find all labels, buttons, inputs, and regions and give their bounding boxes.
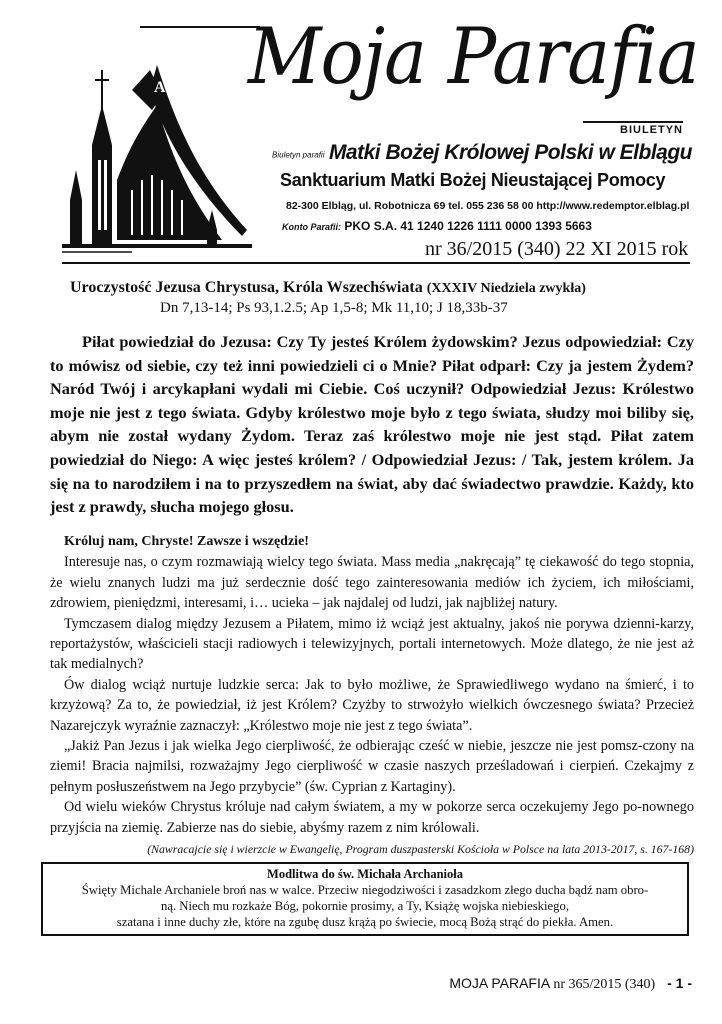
prayer-title: Modlitwa do św. Michała Archanioła — [267, 867, 463, 881]
account-label: Konto Parafii: — [282, 222, 342, 232]
prayer-line: szatana i inne duchy złe, które na zgubę dusz krążą po świecie, mocą Bożą strąć do piekła. Amen. — [116, 915, 614, 929]
feast-name: Uroczystość Jezusa Chrystusa, Króla Wszechświata — [70, 279, 423, 296]
prayer-text — [43, 882, 687, 930]
prayer-box — [41, 862, 689, 936]
masthead-subtitle: BIULETYN — [583, 121, 683, 136]
feast-subtitle: (XXXIV Niedziela zwykła) — [426, 281, 586, 296]
article-source: (Nawracajcie się i wierzcie w Ewangelię, Program duszpasterski Kościoła w Polsce na lata 2013-2017, s. 167-168) — [147, 842, 694, 857]
prayer-line: ną. Niech mu rozkaże Bóg, pokornie prosimy, a Ty, Książę wojska niebieskiego, — [160, 899, 570, 913]
page-number: - 1 - — [667, 975, 692, 991]
parish-prefix: Biuletyn parafii — [272, 150, 325, 160]
church-logo — [62, 50, 252, 260]
article-paragraph: Tymczasem dialog między Jezusem a Piłatem, mimo iż wciąż jest aktualny, jakoś nie porywa dzienni-karzy, reportażystów, właścicieli stacji radiowych i telewizyjnych, portali internetowych. Może dlatego, że nie jest aż tak medialnych? — [50, 615, 694, 673]
issue-number: nr 36/2015 (340) 22 XI 2015 rok — [425, 238, 689, 260]
masthead-top-rule — [140, 26, 260, 28]
article-paragraph: Ów dialog wciąż nurtuje ludzkie serca: Jak to było możliwe, że Sprawiedliwego wydano na śmierć, i to krzyżową? Za to, że powiedział, iż jest Królem? Czyżby to strwożyło wielkich ówczesnego świata? Przecież Nazarejczyk wyraźnie zaznaczył: „Królestwo moje nie jest z tego świata”. — [50, 676, 694, 734]
gospel-passage: Piłat powiedział do Jezusa: Czy Ty jesteś Królem żydowskim? Jezus odpowiedział: Czy to mówisz od siebie, czy też inni powiedzieli ci o Mnie? Piłat odparł: Czy ja jestem Żydem? Naród Twój i arcykapłani wydali mi Ciebie. Coś uczynił? Odpowiedział Jezus: Królestwo moje nie jest z tego świata. Gdyby królestwo moje było z tego świata, słudzy moi biliby się, abym nie został wydany Żydom. Teraz zaś królestwo moje nie jest stąd. Piłat zatem powiedział do Niego: A więc jesteś królem? / Odpowiedział Jezus: / Tak, jestem królem. Ja się na to narodziłem i na to przyszedłem na świat, aby dać świadectwo prawdzie. Każdy, kto jest z prawdy, słucha mojego głosu. — [50, 332, 694, 517]
article-heading: Króluj nam, Chryste! Zawsze i wszędzie! — [64, 534, 309, 549]
parish-line — [272, 141, 692, 165]
parish-name: Matki Bożej Królowej Polski w Elblągu — [328, 141, 693, 164]
article-paragraph: „Jakiż Pan Jezus i jak wielka Jego cierpliwość, że odbierając cześć w niebie, jeszcze nie jest pomsz-czony na ziemi! Bracia najmilsi, rozważajmy Jego cierpliwość w czasie naszych prześladowań i cierpień. Czekajmy z pełnym posłuszeństwem na Jego przybycie” (św. Cyprian z Kartaginy). — [50, 738, 694, 795]
page-footer — [449, 975, 692, 993]
feast-title — [70, 279, 692, 297]
header-divider — [62, 262, 690, 264]
account-number: PKO S.A. 41 1240 1226 1111 0000 1393 5663 — [344, 219, 592, 233]
footer-publication: MOJA PARAFIA — [449, 975, 550, 991]
bank-account — [282, 219, 592, 233]
parish-address: 82-300 Elbląg, ul. Robotnicza 69 tel. 055 236 58 00 http://www.redemptor.elblag.pl — [286, 200, 690, 212]
scripture-readings: Dn 7,13-14; Ps 93,1.2.5; Ap 1,5-8; Mk 11,10; J 18,33b-37 — [160, 300, 508, 316]
article — [50, 532, 694, 860]
prayer-line: Święty Michale Archaniele broń nas w walce. Przeciw niegodziwości i zasadzkom złego ducha bądź nam obro- — [81, 883, 649, 897]
footer-issue: nr 365/2015 (340) — [553, 977, 656, 992]
article-paragraph: Interesuje nas, o czym rozmawiają wielcy tego świata. Mass media „nakręcają” tę ciekawość do tego stopnia, że wielu znanych ludzi ma już serdecznie dość tego zainteresowania mediów ich życiem, ich miłościami, zdrowiem, pieniędzmi, interesami, i… ucieka – jak najdalej od ludzi, jak najbliżej natury. — [50, 554, 694, 612]
article-paragraph: Od wielu wieków Chrystus króluje nad całym światem, a my w pokorze serca oczekujemy Jego po-nownego przyjścia na ziemię. Zabierze nas do siebie, abyśmy razem z nim królowali. — [50, 799, 694, 836]
masthead-title: Moja Parafia — [248, 12, 699, 102]
sanctuary-name: Sanktuarium Matki Bożej Nieustającej Pomocy — [280, 170, 666, 190]
svg-text:A: A — [154, 79, 166, 96]
